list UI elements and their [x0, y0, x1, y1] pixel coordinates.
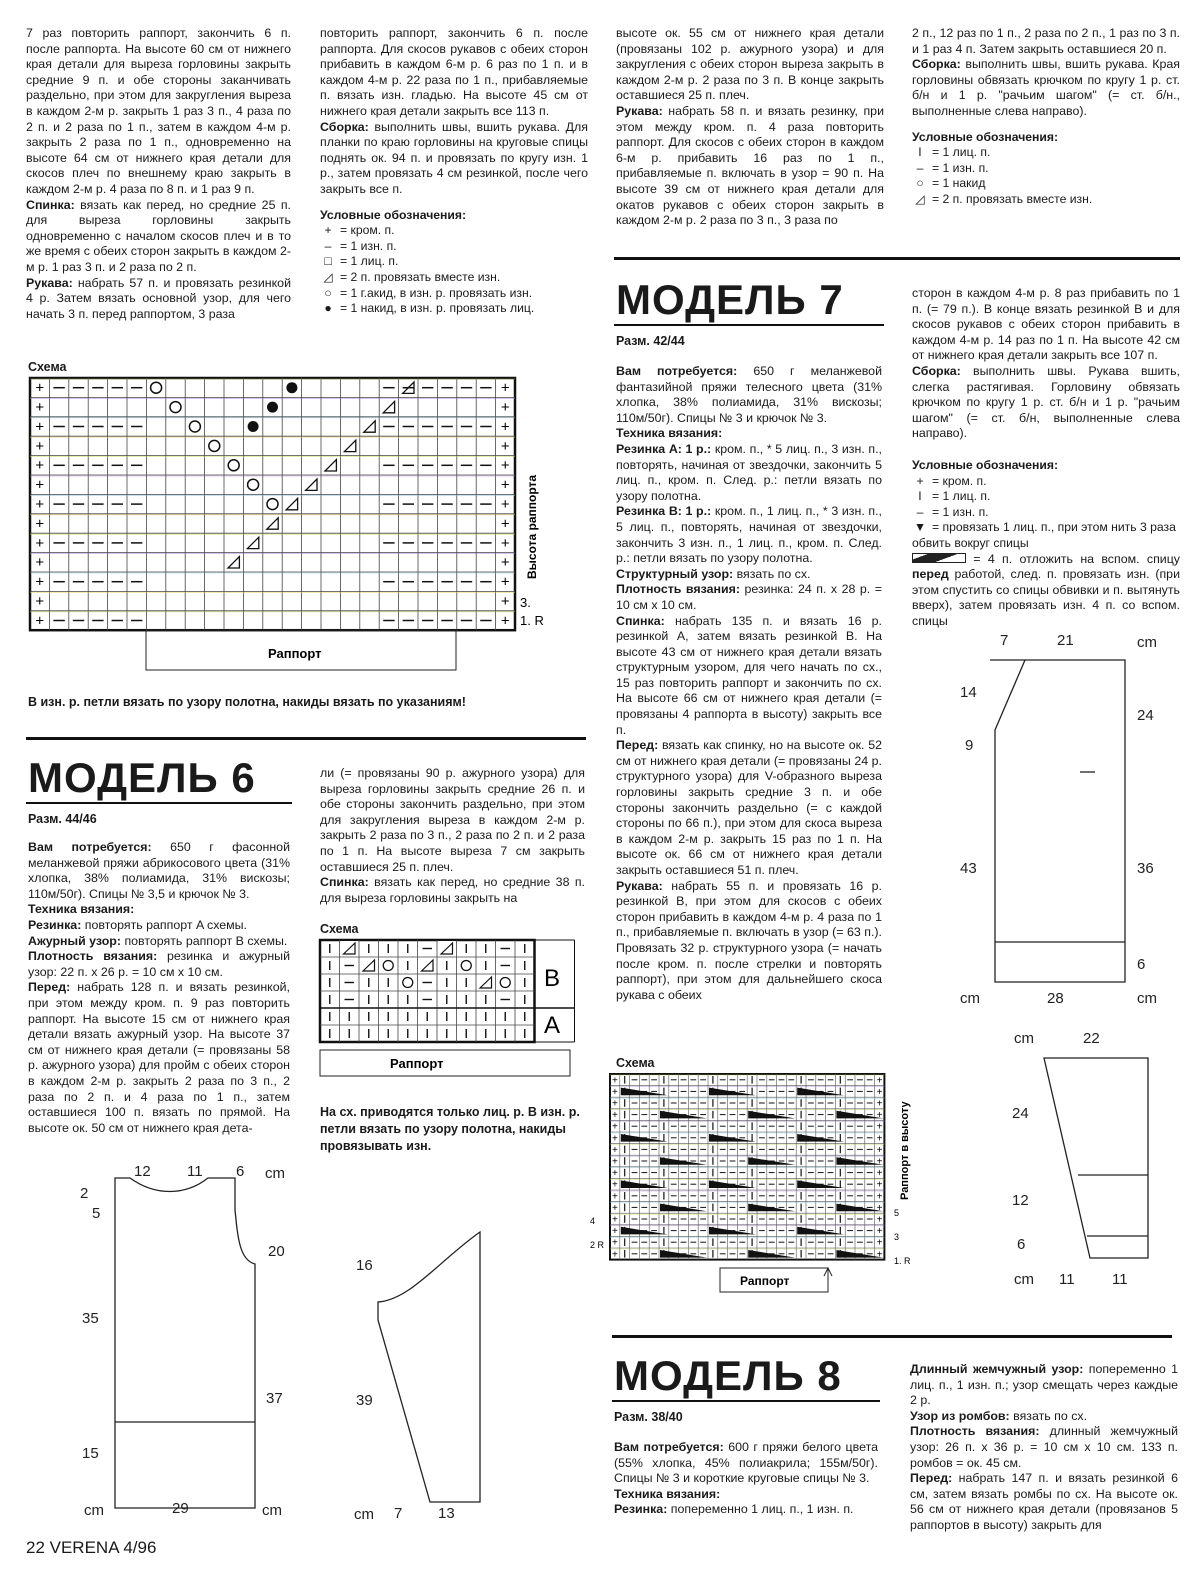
- edge-stitch-mark: +: [876, 1075, 883, 1087]
- edge-stitch-mark: +: [611, 1226, 618, 1238]
- model6-size: Разм. 44/46: [28, 812, 97, 826]
- edge-stitch-mark: +: [35, 592, 45, 610]
- edge-stitch-mark: +: [500, 418, 510, 436]
- paragraph-text: вязать по сх.: [733, 566, 811, 581]
- legend-symbol-icon: I: [918, 145, 922, 160]
- m6-dim-12: 12: [134, 1163, 151, 1180]
- m6-sleeve-13: 13: [438, 1505, 455, 1522]
- edge-stitch-mark: +: [876, 1191, 883, 1203]
- m6-dim-2: 2: [80, 1185, 89, 1202]
- legend-title: Условные обозначения:: [912, 129, 1059, 144]
- paragraph-text: резинка: 24 п. х 28 р. = 10 см х 10 см.: [616, 582, 882, 612]
- m6-dim-15: 15: [82, 1445, 99, 1462]
- top-column-2: [320, 26, 588, 317]
- model7-body-schematic: [960, 630, 1160, 1000]
- paragraph-label: Техника вязания:: [614, 1486, 721, 1501]
- text-paragraph: [614, 1502, 878, 1518]
- legend-text: = 1 изн. п.: [340, 238, 397, 253]
- text-paragraph: [616, 104, 884, 229]
- legend-item: [320, 270, 588, 286]
- paragraph-label: Спинка:: [26, 197, 75, 212]
- m7-dim-24: 24: [1137, 707, 1154, 724]
- edge-stitch-mark: +: [876, 1202, 883, 1214]
- paragraph-text: выполнить швы, вшить рукава. Края горловины обвязать крючком по кругу 1 р. ст. б/н и 1 р. "рачьим шагом" (= ст. б/н., выполненные слева направо).: [912, 57, 1180, 118]
- legend-symbol-icon: +: [324, 223, 332, 238]
- legend-text: = 1 лиц. п.: [340, 254, 399, 269]
- text-paragraph: [616, 364, 882, 426]
- text-paragraph: [28, 918, 290, 934]
- legend-item: [912, 520, 1180, 551]
- model7-sleeve-schematic: [1030, 1040, 1180, 1280]
- section-divider: [612, 1335, 1172, 1338]
- page-footer: 22 VERENA 4/96: [26, 1538, 157, 1557]
- m7-dim-14: 14: [960, 684, 977, 701]
- edge-stitch-mark: +: [611, 1249, 618, 1261]
- m7-dim-7: 7: [1000, 632, 1009, 649]
- paragraph-text: кром. п., 1 лиц. п., * 3 изн. п., 5 лиц. п., повторять, начиная от звездочки, закончить 3 изн. п., 1 лиц. п., кром. п. След. р.: петли вязать по узору полотна.: [616, 504, 882, 566]
- paragraph-text: набрать 128 п. и вязать резинкой, при этом между кром. п. 9 раз повторить раппорт. На высоте 15 см от нижнего края детали вязать ажурный узор. На высоте 37 см от нижнего края детали (= провязаны 58 р. ажурного узора) для пройм с обеих сторон в каждом 2-м р. закрыть 2 раза по 3 п., 2 раза по 2 п. и 4 раза по 1 п., затем оставшиеся 100 п. вязать по прямой. На высоте ок. 50 см от нижнего края дета-: [28, 980, 290, 1135]
- legend-cable-item: [912, 552, 1180, 630]
- m6-dim-20: 20: [268, 1243, 285, 1260]
- m7-sleeve-11a: 11: [1059, 1271, 1075, 1288]
- paragraph-label: Спинка:: [616, 613, 665, 628]
- edge-stitch-mark: +: [876, 1133, 883, 1145]
- text-paragraph: [320, 875, 585, 906]
- edge-stitch-mark: +: [611, 1121, 618, 1133]
- paragraph-label: Длинный жемчужный узор:: [910, 1362, 1084, 1376]
- paragraph-text: набрать 55 п. и провязать 16 р. резинкой B, при этом для скосов с обеих сторон прибавить в каждом 4-м р. 4 раза по 1 п., прибавляемые п. включать в узор (= 63 п.). Провязать 32 р. структурного узора (= начать после кром. п. после стрелки и повторять раппорт), при этом для дальнейшего скоса рукава с обеих: [616, 878, 882, 1002]
- legend-text: = кром. п.: [340, 223, 395, 238]
- model7-size: Разм. 42/44: [616, 334, 685, 348]
- m7-dim-cm-bl: cm: [960, 990, 980, 1007]
- edge-stitch-mark: +: [500, 457, 510, 475]
- paragraph-text: выполнить швы. Рукава вшить, слегка растягивая. Горловину обвязать крючком по кругу 1 р. ст. б/н и 1 р. "рачьим шагом" (= ст. б/н, выполненные слева направо).: [912, 363, 1180, 441]
- paragraph-text: длинный жемчужный узор: 26 п. х 36 р. = 10 см х 10 см. 133 п. ромбов = ок. 45 см.: [910, 1424, 1178, 1470]
- legend-item: [912, 192, 1180, 208]
- m6-dim-6: 6: [236, 1163, 245, 1180]
- chart6-rapport: Раппорт: [390, 1056, 444, 1071]
- model7-left-column: [616, 364, 882, 1003]
- legend-item: [912, 505, 1180, 521]
- edge-stitch-mark: +: [876, 1237, 883, 1249]
- paragraph-text: 650 г фасонной меланжевой пряжи абрикосового цвета (31% хлопка, 38% полиамида, 31% вискозы; 110м/50г). Спицы № 3,5 и крючок № 3.: [28, 840, 290, 901]
- text-paragraph: [320, 26, 588, 120]
- m7-dim-cm-br: cm: [1137, 990, 1157, 1007]
- text-paragraph: [616, 879, 882, 1004]
- paragraph-text: 650 г меланжевой фантазийной пряжи телесного цвета (31% хлопка, 38% полиамида, 31% вискозы; 110м/50г). Спицы № 3 и крючок № 3.: [616, 364, 882, 425]
- text-paragraph: [912, 57, 1180, 119]
- model6-title: МОДЕЛЬ 6: [28, 754, 256, 801]
- text-paragraph: [28, 949, 290, 980]
- legend-symbol-icon: I: [918, 489, 922, 504]
- paragraph-label: Перед:: [616, 738, 659, 753]
- m7-sleeve-6: 6: [1017, 1236, 1026, 1253]
- legend-symbol-icon: +: [916, 473, 924, 488]
- legend-text: = 1 накид, в изн. р. провязать лиц.: [340, 301, 535, 316]
- chart1-note: В изн. р. петли вязать по узору полотна, накиды вязать по указаниям!: [28, 695, 466, 709]
- top-column-4: [912, 26, 1180, 208]
- chart6-note: На сх. приводятся только лиц. р. В изн. р. петли вязать по узору полотна, накиды провязывать изн.: [320, 1105, 580, 1153]
- m6-dim-29: 29: [172, 1500, 189, 1517]
- legend-symbol-icon: □: [324, 254, 332, 269]
- text-paragraph: [28, 840, 290, 902]
- paragraph-label: Резинка B: 1 р.:: [616, 504, 712, 519]
- paragraph-text: повторять раппорт B схемы.: [121, 933, 288, 948]
- legend-item: [912, 489, 1180, 505]
- paragraph-label: Рукава:: [616, 878, 663, 893]
- legend-item: [320, 223, 588, 239]
- edge-stitch-mark: +: [876, 1179, 883, 1191]
- edge-stitch-mark: +: [35, 495, 45, 513]
- m6-dim-5: 5: [92, 1205, 101, 1222]
- edge-stitch-mark: +: [611, 1202, 618, 1214]
- legend-text: = 1 накид: [932, 176, 986, 191]
- paragraph-label: Вам потребуется:: [28, 840, 152, 854]
- edge-stitch-mark: +: [500, 573, 510, 591]
- m6-sleeve-7: 7: [394, 1505, 403, 1522]
- edge-stitch-mark: +: [876, 1144, 883, 1156]
- paragraph-text: повторить раппорт, закончить 6 п. после раппорта. Для скосов рукавов с обеих сторон прибавить в каждом 6-м р. 6 раз по 1 п. и в каждом 4-м р. 22 раза по 1 п., прибавляемые п. вязать изн. гладью. На высоте 45 см от нижнего края детали закрыть все 113 п.: [320, 26, 588, 118]
- legend-symbol-icon: ◿: [323, 269, 333, 284]
- paragraph-text: сторон в каждом 4-м р. 8 раз прибавить по 1 п. (= 79 п.). В конце вязать резинкой B и для скосов рукавов с обеих сторон прибавить в каждом 4-м р. 14 раз по 1 п. На высоте 42 см от нижнего края детали закрыть все 107 п.: [912, 286, 1180, 363]
- paragraph-text: выполнить швы, вшить рукава. Для планки по краю горловины на круговые спицы поднять ок. 94 п. и провязать по кругу изн. 1 р., затем провязать 4 см резинкой, после чего закрыть все п.: [320, 119, 588, 196]
- edge-stitch-mark: +: [35, 379, 45, 397]
- chart1-rapport: Раппорт: [268, 646, 322, 661]
- m7-sleeve-12: 12: [1012, 1192, 1029, 1209]
- legend-symbol-icon: ▼: [913, 520, 927, 535]
- legend-symbol-icon: ○: [324, 285, 332, 300]
- paragraph-label: Сборка:: [912, 363, 961, 378]
- text-paragraph: [912, 286, 1180, 364]
- m7-dim-9: 9: [965, 737, 974, 754]
- m7-dim-cm-t: cm: [1137, 634, 1157, 651]
- chart6-label-a: A: [544, 1012, 561, 1039]
- m7-sleeve-cm-t: cm: [1014, 1030, 1034, 1047]
- m6-dim-cm-top: cm: [265, 1165, 285, 1182]
- text-paragraph: [26, 276, 291, 323]
- chart7-side-label: Раппорт в высоту: [899, 1101, 911, 1200]
- m7-dim-6: 6: [1137, 956, 1146, 973]
- legend-item: [320, 239, 588, 255]
- text-paragraph: [910, 1424, 1178, 1471]
- edge-stitch-mark: +: [35, 573, 45, 591]
- legend-title: Условные обозначения:: [912, 458, 1059, 472]
- edge-stitch-mark: +: [500, 398, 510, 416]
- paragraph-text: вязать по сх.: [1009, 1408, 1088, 1423]
- m7-dim-43: 43: [960, 860, 977, 877]
- legend-item: [320, 286, 588, 302]
- m6-dim-cm-br: cm: [262, 1502, 282, 1519]
- paragraph-label: Спинка:: [320, 875, 369, 890]
- edge-stitch-mark: +: [500, 437, 510, 455]
- section-divider: [614, 257, 1180, 260]
- model8-title: МОДЕЛЬ 8: [614, 1352, 842, 1399]
- section-divider: [26, 737, 586, 740]
- text-paragraph: [912, 364, 1180, 442]
- edge-stitch-mark: +: [611, 1098, 618, 1110]
- paragraph-text: высоте ок. 55 см от нижнего края детали (провязаны 102 р. ажурного узора) и для закругления с обеих сторон выреза закрыть в каждом 2-м р. 2 раза по 3 п. В конце закрыть оставшиеся 25 п. плеч.: [616, 26, 884, 103]
- paragraph-label: Плотность вязания:: [28, 949, 158, 964]
- edge-stitch-mark: +: [35, 398, 45, 416]
- edge-stitch-mark: +: [876, 1086, 883, 1098]
- paragraph-label: Узор из ромбов:: [910, 1408, 1010, 1423]
- model6-right-column: [320, 766, 585, 906]
- legend-item: [320, 301, 588, 317]
- legend-symbol-icon: –: [916, 504, 924, 519]
- model7-right-column: [912, 286, 1180, 442]
- legend-text: = провязать 1 лиц. п., при этом нить 3 раза обвить вокруг спицы: [912, 520, 1176, 550]
- edge-stitch-mark: +: [611, 1156, 618, 1168]
- m6-dim-37: 37: [266, 1390, 283, 1407]
- paragraph-label: Вам потребуется:: [614, 1440, 724, 1454]
- edge-stitch-mark: +: [500, 515, 510, 533]
- edge-stitch-mark: +: [500, 379, 510, 397]
- m6-sleeve-cm: cm: [354, 1506, 374, 1523]
- paragraph-label: Плотность вязания:: [616, 582, 740, 597]
- legend-item: [912, 161, 1180, 177]
- legend-symbol-icon: ●: [324, 301, 332, 316]
- edge-stitch-mark: +: [876, 1214, 883, 1226]
- paragraph-label: Резинка A: 1 р.:: [616, 441, 712, 456]
- m6-sleeve-16: 16: [356, 1257, 373, 1274]
- edge-stitch-mark: +: [500, 476, 510, 494]
- edge-stitch-mark: +: [611, 1214, 618, 1226]
- cable-symbol-icon: [912, 553, 966, 563]
- model8-right-column: [910, 1362, 1178, 1534]
- chart6-grid: [318, 938, 580, 1078]
- paragraph-text: набрать 147 п. и вязать резинкой 6 см, затем вязать ромбы по сх. На высоте ок. 56 см от нижнего края детали (провязанов 5 раппортов в высоту) закрыть для: [910, 1471, 1178, 1532]
- text-paragraph: [26, 198, 291, 276]
- edge-stitch-mark: +: [876, 1156, 883, 1168]
- text-paragraph: [320, 120, 588, 198]
- text-paragraph: [614, 1440, 878, 1487]
- legend-symbol-icon: ○: [916, 176, 924, 191]
- text-paragraph: [28, 980, 290, 1136]
- edge-stitch-mark: +: [611, 1075, 618, 1087]
- paragraph-label: Вам потребуется:: [616, 364, 738, 378]
- legend-text: = 1 г.акид, в изн. р. провязать изн.: [340, 285, 533, 300]
- text-paragraph: [616, 504, 882, 566]
- text-paragraph: [28, 934, 290, 950]
- edge-stitch-mark: +: [876, 1168, 883, 1180]
- paragraph-text: 600 г пряжи белого цвета (55% хлопка, 45% полиакрила; 155м/50г). Спицы № 3 и короткие круговые спицы № 3.: [614, 1440, 878, 1486]
- m7-sleeve-11b: 11: [1112, 1271, 1128, 1288]
- text-paragraph: [616, 567, 882, 583]
- top-column-1: [26, 26, 291, 322]
- m7-dim-36: 36: [1137, 860, 1154, 877]
- edge-stitch-mark: +: [876, 1098, 883, 1110]
- chart7-rapport: Раппорт: [740, 1274, 790, 1288]
- edge-stitch-mark: +: [611, 1086, 618, 1098]
- model8-left-column: [614, 1440, 878, 1518]
- paragraph-label: Структурный узор:: [616, 566, 734, 581]
- text-paragraph: [616, 426, 882, 442]
- edge-stitch-mark: +: [35, 515, 45, 533]
- edge-stitch-mark: +: [500, 612, 510, 630]
- paragraph-label: Плотность вязания:: [910, 1424, 1040, 1439]
- chart7-row3: 3: [894, 1232, 900, 1242]
- chart1-grid: [26, 374, 556, 674]
- edge-stitch-mark: +: [35, 534, 45, 552]
- paragraph-label: Сборка:: [912, 57, 961, 72]
- text-paragraph: [26, 26, 291, 198]
- paragraph-text: вязать как перед, но средние 38 п. для выреза горловины закрыть на: [320, 875, 585, 905]
- chart6-title: Схема: [320, 922, 359, 936]
- text-paragraph: [910, 1409, 1178, 1425]
- chart7-row1: 1. R: [894, 1256, 911, 1266]
- legend-text: = 1 лиц. п.: [932, 145, 991, 160]
- paragraph-label: Резинка:: [28, 917, 82, 932]
- edge-stitch-mark: +: [876, 1249, 883, 1261]
- legend-text: = 1 лиц. п.: [932, 489, 991, 504]
- edge-stitch-mark: +: [35, 554, 45, 572]
- paragraph-label: Техника вязания:: [28, 902, 135, 917]
- legend-text: = 1 изн. п.: [932, 504, 989, 519]
- yarn-over-knit-mark: [267, 402, 278, 413]
- paragraph-text: вязать как спинку, но на высоте ок. 52 см от нижнего края детали (= провязаны 24 р. структурного узора) для V-образного выреза горловины закрыть средние 3 п. и обе стороны закончить раздельно (= с каждой стороны по 66 п.), при этом для скоса выреза в каждом 2-м р. закрыть 15 раз по 1 п. На высоте ок. 66 см от нижнего края детали закрыть оставшиеся 51 п. плеч.: [616, 738, 882, 877]
- model8-size: Разм. 38/40: [614, 1410, 683, 1424]
- chart1-row3: 3.: [520, 595, 531, 610]
- model7-title: МОДЕЛЬ 7: [616, 276, 844, 323]
- edge-stitch-mark: +: [35, 437, 45, 455]
- m6-dim-cm-bl: cm: [84, 1502, 104, 1519]
- edge-stitch-mark: +: [876, 1226, 883, 1238]
- model6-body-schematic: [70, 1160, 300, 1530]
- chart7-grid: [590, 1072, 930, 1297]
- m6-dim-35: 35: [82, 1310, 99, 1327]
- title-underline: [612, 1400, 880, 1402]
- edge-stitch-mark: +: [500, 534, 510, 552]
- paragraph-text: попеременно 1 лиц. п., 1 изн. п.; узор смещать через каждые 2 р.: [910, 1362, 1178, 1408]
- legend-symbol-icon: ◿: [915, 191, 925, 206]
- legend-text: = 2 п. провязать вместе изн.: [340, 269, 501, 284]
- legend-symbol-icon: –: [324, 238, 332, 253]
- legend-symbol-icon: –: [916, 160, 924, 175]
- edge-stitch-mark: +: [876, 1110, 883, 1122]
- m7-dim-21: 21: [1057, 632, 1074, 649]
- paragraph-text: набрать 135 п. и вязать 16 р. резинкой A, затем вязать резинкой B. На высоте 43 см от нижнего края детали вязать структурным узором, для чего начать по сх., 15 раз повторить раппорт и закончить по сх. На высоте 66 см от нижнего края детали (= провязаны 4 раппорта в высоту) закрыть все п.: [616, 613, 882, 737]
- edge-stitch-mark: +: [500, 554, 510, 572]
- chart7-left4: 4: [590, 1216, 596, 1226]
- edge-stitch-mark: +: [611, 1133, 618, 1145]
- text-paragraph: [616, 582, 882, 613]
- edge-stitch-mark: +: [35, 612, 45, 630]
- edge-stitch-mark: +: [611, 1110, 618, 1122]
- yarn-over-knit-mark: [286, 382, 297, 393]
- legend-text: = 1 изн. п.: [932, 160, 989, 175]
- paragraph-text: вязать как перед, но средние 25 п. для выреза горловины закрыть одновременно с началом скосов плеч и в то же время с обеих сторон закрыть в каждом 2-м р. 1 раз 3 п. и 2 раза по 2 п.: [26, 197, 291, 274]
- paragraph-text: 2 п., 12 раз по 1 п., 2 раза по 2 п., 1 раз по 3 п. и 1 раз 4 п. Затем закрыть оставшиеся 20 п.: [912, 26, 1180, 56]
- yarn-over-knit-mark: [248, 421, 259, 432]
- top-column-3: [616, 26, 884, 229]
- m7-sleeve-cm-b: cm: [1014, 1271, 1034, 1288]
- legend-text-bold: перед: [912, 567, 949, 582]
- legend-text: = кром. п.: [932, 473, 987, 488]
- legend-item: [912, 176, 1180, 192]
- paragraph-text: набрать 57 п. и провязать резинкой 4 р. Затем вязать основной узор, для чего начать 3 п. перед раппортом, 3 раза: [26, 275, 291, 321]
- paragraph-text: кром. п., * 5 лиц. п., 3 изн. п., повторять, начиная от звездочки, закончить 5 лиц. п., кром. п. След. р.: петли вязать по узору полотна.: [616, 441, 882, 503]
- chart1-side-label: Высота раппорта: [525, 474, 539, 579]
- paragraph-text: попеременно 1 лиц. п., 1 изн. п.: [667, 1502, 854, 1517]
- paragraph-label: Рукава:: [616, 103, 663, 118]
- paragraph-label: Перед:: [28, 980, 71, 995]
- paragraph-text: резинка и ажурный узор: 22 п. х 26 р. = 10 см х 10 см.: [28, 949, 290, 979]
- legend-item: [320, 254, 588, 270]
- title-underline: [614, 324, 884, 326]
- chart7-row5: 5: [894, 1208, 900, 1218]
- edge-stitch-mark: +: [611, 1144, 618, 1156]
- edge-stitch-mark: +: [876, 1121, 883, 1133]
- paragraph-text: набрать 58 п. и вязать резинку, при этом между кром. п. 4 раза повторить раппорт. Для скосов с обеих сторон в каждом 6-м р. прибавить 16 раз по 1 п., прибавляемые п. включать в узор = 90 п. На высоте 39 см от нижнего края детали для окатов рукавов с обеих сторон закрыть в каждом 2-м р. 2 раза по 3 п., 3 раза по: [616, 103, 884, 228]
- paragraph-label: Перед:: [910, 1471, 953, 1486]
- text-paragraph: [616, 738, 882, 878]
- m6-sleeve-39: 39: [356, 1392, 373, 1409]
- legend-title: Условные обозначения:: [320, 207, 467, 222]
- m7-dim-28: 28: [1047, 990, 1064, 1007]
- text-paragraph: [28, 902, 290, 918]
- model6-left-column: [28, 840, 290, 1136]
- edge-stitch-mark: +: [35, 418, 45, 436]
- text-paragraph: [614, 1487, 878, 1503]
- paragraph-label: Ажурный узор:: [28, 933, 121, 948]
- text-paragraph: [320, 766, 585, 875]
- chart1-title: Схема: [28, 360, 67, 374]
- text-paragraph: [910, 1471, 1178, 1533]
- paragraph-label: Рукава:: [26, 275, 73, 290]
- legend-item: [912, 145, 1180, 161]
- legend-text: = 2 п. провязать вместе изн.: [932, 191, 1093, 206]
- edge-stitch-mark: +: [611, 1191, 618, 1203]
- model7-legend: [912, 458, 1180, 630]
- paragraph-label: Техника вязания:: [616, 426, 723, 441]
- edge-stitch-mark: +: [611, 1237, 618, 1249]
- edge-stitch-mark: +: [611, 1168, 618, 1180]
- paragraph-text: 7 раз повторить раппорт, закончить 6 п. после раппорта. На высоте 60 см от нижнего края детали для выреза горловины закрыть средние 9 п. и обе стороны заканчивать раздельно, при этом для закругления выреза в каждом 2-м р. закрыть 1 раз 3 п., 4 раза по 2 п. и 2 раза по 1 п., затем в каждом 4-м р. закрыть 2 раза по 1 п., одновременно на высоте 64 см от нижнего края детали для скосов плеч по внешнему краю закрыть в каждом 2-м р. 4 раза по 8 п. и 1 раз 9 п.: [26, 26, 291, 196]
- text-paragraph: [616, 442, 882, 504]
- edge-stitch-mark: +: [611, 1179, 618, 1191]
- title-underline: [26, 802, 292, 804]
- paragraph-text: повторять раппорт A схемы.: [81, 917, 248, 932]
- m7-sleeve-22: 22: [1083, 1030, 1100, 1047]
- edge-stitch-mark: +: [35, 457, 45, 475]
- legend-text: работой, след. п. провязать изн. (при этом спустить со спицы обвивки и п. вытянуть вверх), затем провязать изн. 4 п. со вспом. спицы: [912, 567, 1180, 628]
- text-paragraph: [912, 26, 1180, 57]
- edge-stitch-mark: +: [500, 495, 510, 513]
- legend-text: = 4 п. отложить на вспом. спицу: [966, 551, 1180, 566]
- chart7-left2: 2 R: [590, 1240, 605, 1250]
- m7-sleeve-24: 24: [1012, 1105, 1029, 1122]
- text-paragraph: [616, 614, 882, 739]
- chart6-label-b: B: [544, 965, 561, 992]
- legend-item: [912, 474, 1180, 490]
- text-paragraph: [910, 1362, 1178, 1409]
- text-paragraph: [616, 26, 884, 104]
- chart1-row1: 1. R: [520, 613, 544, 628]
- m6-dim-11: 11: [187, 1163, 203, 1180]
- edge-stitch-mark: +: [500, 592, 510, 610]
- paragraph-label: Резинка:: [614, 1502, 668, 1517]
- paragraph-label: Сборка:: [320, 119, 369, 134]
- chart7-title: Схема: [616, 1056, 655, 1070]
- edge-stitch-mark: +: [35, 476, 45, 494]
- paragraph-text: ли (= провязаны 90 р. ажурного узора) для выреза горловины закрыть средние 26 п. и обе стороны закончить раздельно, при этом для закругления выреза в каждом 2-м р. закрыть 2 раза по 3 п., 2 раза по 2 п. и 2 раза по 1 п. На высоте выреза 7 см закрыть оставшиеся 25 п. плеч.: [320, 766, 585, 874]
